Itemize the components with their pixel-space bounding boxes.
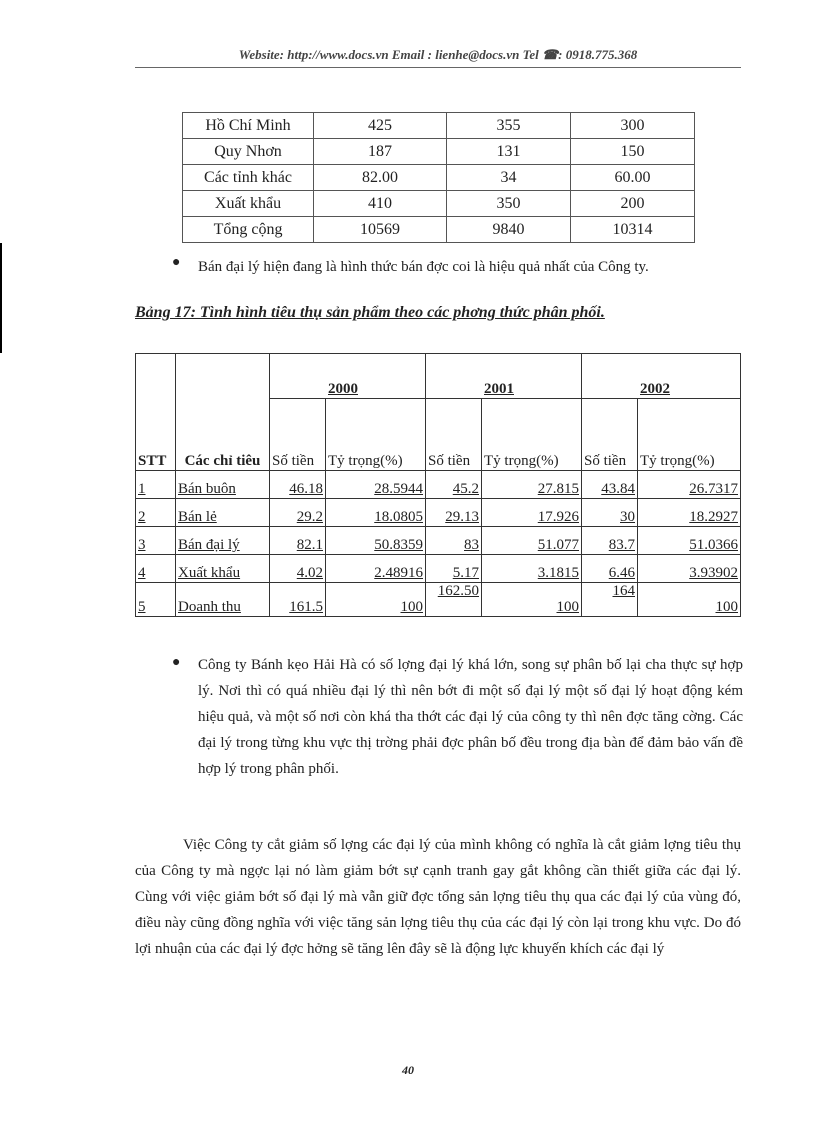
margin-line [0,243,2,353]
bullet-icon: ● [172,255,181,270]
subheader-amount: Số tiền [426,399,482,471]
table-row: Các tỉnh khác 82.00 34 60.00 [183,165,695,191]
subheader-ratio: Tỷ trọng(%) [638,399,741,471]
bullet-icon: ● [172,655,181,670]
paragraph-agent-distribution: Công ty Bánh kẹo Hải Hà có số lợng đại lý khá lớn, song sự phân bố lại cha thực sự hợp lý. Nơi thì có quá nhiều đại lý thì nên bớt đi một số đại lý một số đại lý hoạt động kém hiệu quả, và một số nơi còn khá tha thớt các đại lý của công ty thì nên đợc tăng cờng. Các đại lý trong từng khu vực thị trờng phải đợc phân bố đều trong địa bàn để đảm bảo vấn đề hợp lý trong phân phối. [198,657,743,777]
column-header-stt: STT [136,354,176,471]
table-row: 1 Bán buôn 46.18 28.5944 45.2 27.815 43.84 26.7317 [136,471,741,499]
table-row: Xuất khẩu 410 350 200 [183,191,695,217]
table-row: 5 Doanh thu 161.5 100 162.50 100 164 100 [136,583,741,617]
page-header: Website: http://www.docs.vn Email : lienhe@docs.vn Tel ☎: 0918.775.368 [135,47,741,68]
paragraph-agent-reduction: Việc Công ty cắt giảm số lợng các đại lý của mình không có nghĩa là cắt giảm lợng tiêu thụ của Công ty mà ngợc lại nó làm giảm bớt sự cạnh tranh gay gắt không cần thiết giữa các đại lý. Cùng với việc giảm bớt số đại lý mà vẫn giữ đợc tổng sản lợng tiêu thụ qua các đại lý của vùng đó, điều này cũng đồng nghĩa với việc tăng sản lợng tiêu thụ của các đại lý còn lại trong khu vực. Do đó lợi nhuận của các đại lý đợc hởng sẽ tăng lên đây sẽ là động lực khuyến khích các đại lý [135,837,741,957]
table-row: Tổng cộng 10569 9840 10314 [183,217,695,243]
subheader-ratio: Tỷ trọng(%) [482,399,582,471]
subheader-amount: Số tiền [270,399,326,471]
year-header: 2000 [270,354,426,399]
subheader-ratio: Tỷ trọng(%) [326,399,426,471]
table-header-row [136,354,741,399]
sales-by-channel-table [135,353,741,617]
subheader-amount: Số tiền [582,399,638,471]
table-row: 3 Bán đại lý 82.1 50.8359 83 51.077 83.7 51.0366 [136,527,741,555]
year-header: 2002 [582,354,741,399]
page-number: 40 [402,1063,414,1077]
table-row: 2 Bán lẻ 29.2 18.0805 29.13 17.926 30 18.2927 [136,499,741,527]
distribution-table [182,112,695,243]
paragraph-agent-sales: Bán đại lý hiện đang là hình thức bán đợc coi là hiệu quả nhất của Công ty. [198,259,649,275]
table-row: Quy Nhơn 187 131 150 [183,139,695,165]
table-row: 4 Xuất khẩu 4.02 2.48916 5.17 3.1815 6.46 3.93902 [136,555,741,583]
column-header-item: Các chỉ tiêu [176,354,270,471]
year-header: 2001 [426,354,582,399]
table-row: Hồ Chí Minh 425 355 300 [183,113,695,139]
table-caption: Bảng 17: Tình hình tiêu thụ sản phẩm theo các phơng thức phân phối. [135,304,605,321]
